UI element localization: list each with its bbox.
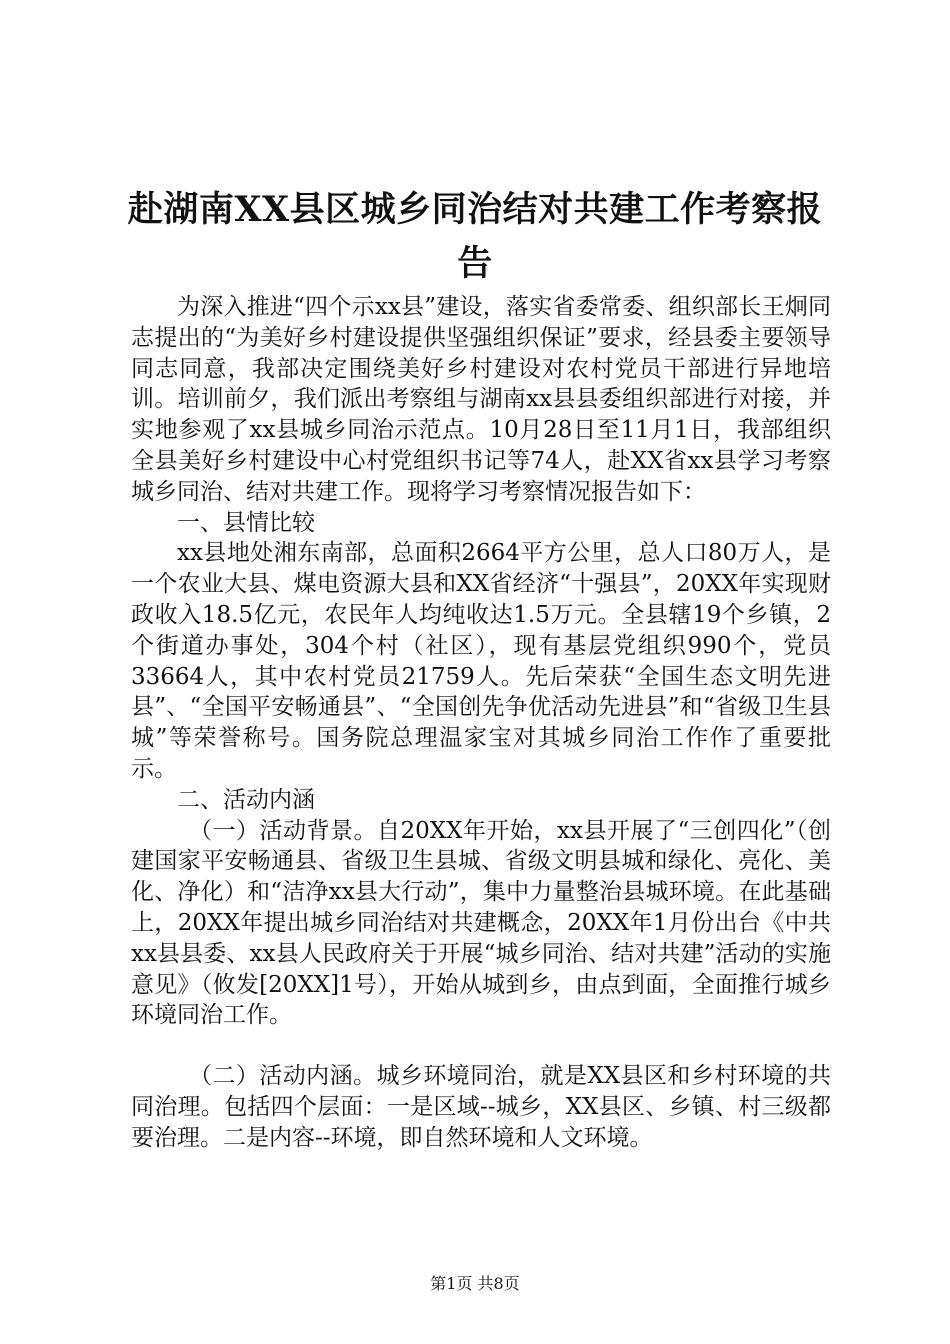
document-title-line-2: 告 [457,243,493,284]
section-heading-activity-content: 二、活动内涵 [177,786,315,813]
intro-paragraph: 为深入推进“四个示xx县”建设，落实省委常委、组织部长王炯同志提出的“为美好乡村建设提供坚强组织保证”要求，经县委主要领导同志同意，我部决定围绕美好乡村建设对农村党员干部进行异地培训。培训前夕，我们派出考察组与湖南xx县县委组织部进行对接，并实地参观了xx县城乡同治示范点。10月28日至11月1日，我部组织全县美好乡村建设中心村党组织书记等74人，赴XX省xx县学习考察城乡同治、结对共建工作。现将学习考察情况报告如下： [131,294,831,505]
document-title-line-1: 赴湖南XX县区城乡同治结对共建工作考察报 [127,189,823,230]
document-body [131,292,831,1154]
activity-background-paragraph: （一）活动背景。自20XX年开始，xx县开展了“三创四化”（创建国家平安畅通县、省级卫生县城、省级文明县城和绿化、亮化、美化、净化）和“洁净xx县大行动”，集中力量整治县城环境。在此基础上，20XX年提出城乡同治结对共建概念，20XX年1月份出台《中共xx县县委、xx县人民政府关于开展“城乡同治、结对共建”活动的实施意见》（攸发[20XX]1号），开始从城到乡，由点到面，全面推行城乡环境同治工作。 [131,817,831,1029]
paragraph-spacer [131,1031,831,1061]
page-number-footer: 第1页 共8页 [430,1274,520,1293]
county-overview-paragraph: xx县地处湘东南部，总面积2664平方公里，总人口80万人，是一个农业大县、煤电资源大县和XX省经济“十强县”，20XX年实现财政收入18.5亿元，农民年人均纯收达1.5万元。全县辖19个乡镇，2个街道办事处，304个村（社区），现有基层党组织990个，党员33664人，其中农村党员21759人。先后荣获“全国生态文明先进县”、“全国平安畅通县”、“全国创先争优活动先进县”和“省级卫生县城”等荣誉称号。国务院总理温家宝对其城乡同治工作作了重要批示。 [131,540,831,782]
section-heading-county-comparison: 一、县情比较 [177,509,315,536]
activity-meaning-paragraph: （二）活动内涵。城乡环境同治，就是XX县区和乡村环境的共同治理。包括四个层面：一是区域--城乡，XX县区、乡镇、村三级都要治理。二是内容--环境，即自然环境和人文环境。 [131,1063,831,1151]
